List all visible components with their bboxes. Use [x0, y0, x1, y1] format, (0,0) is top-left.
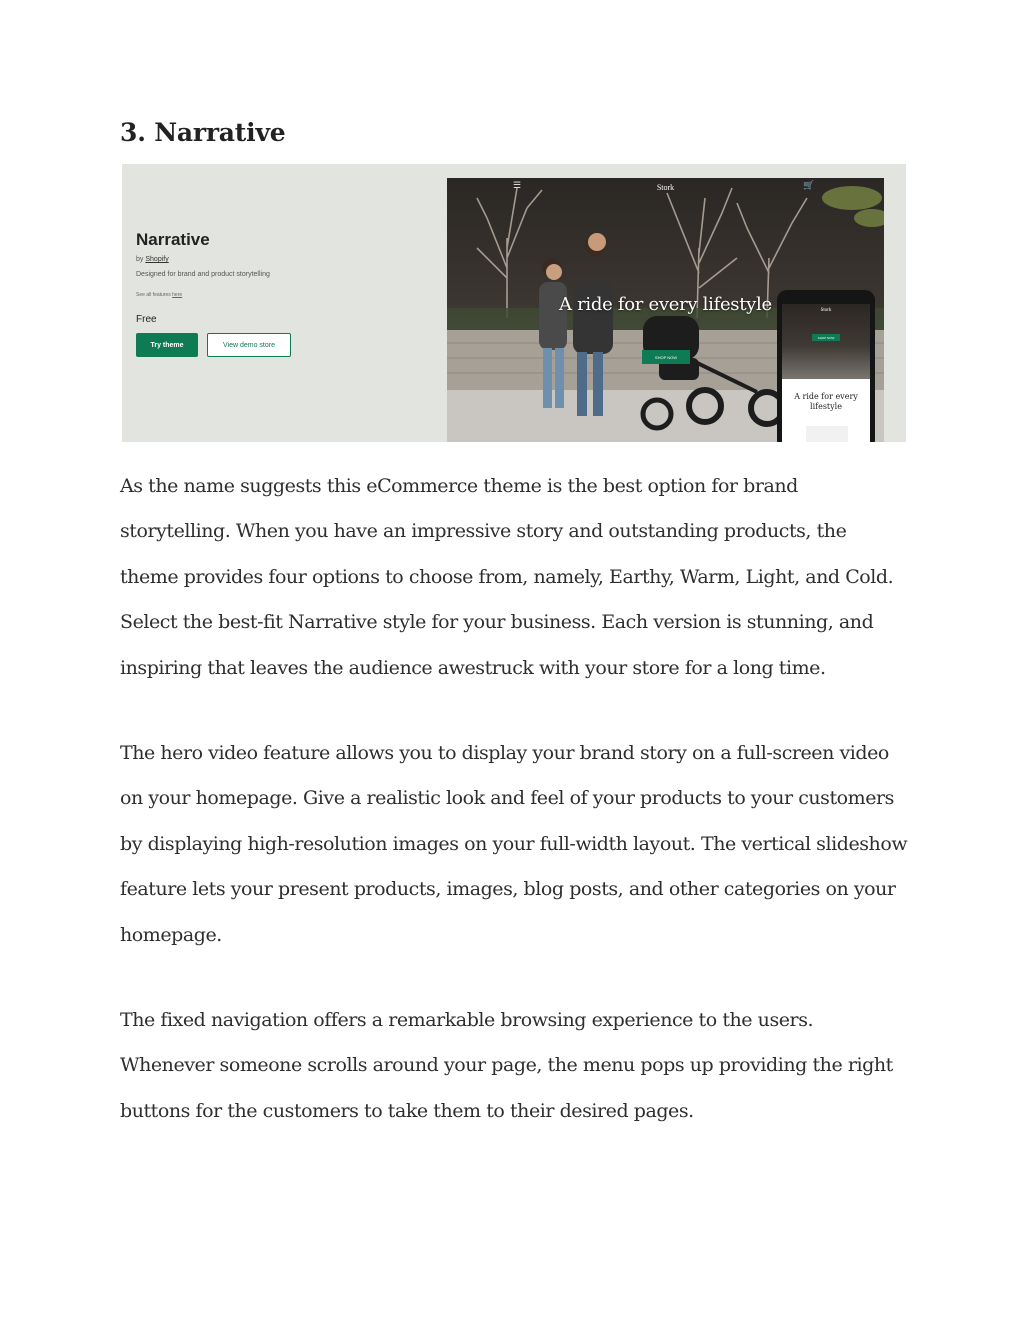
- view-demo-button[interactable]: View demo store: [207, 333, 291, 357]
- theme-preview-image: [122, 164, 906, 442]
- phone-brand: Stork: [820, 308, 832, 313]
- paragraph-2: The hero video feature allows you to display your brand story on a full-screen video on your homepage. Give a realistic look and feel of your products to your customers by displaying high-resolution images on your full-width layout. The vertical slideshow feature lets your present products, images, blog posts, and other categories on your homepage.: [120, 742, 908, 946]
- phone-hero-image: [782, 304, 870, 379]
- hero-brand: Stork: [656, 182, 675, 192]
- hamburger-menu-icon[interactable]: ☰: [513, 181, 522, 191]
- action-buttons: [136, 333, 436, 357]
- phone-shop-now-button[interactable]: SHOP NOW: [812, 334, 840, 341]
- article-body: [120, 464, 910, 1174]
- cart-icon[interactable]: 🛒: [803, 181, 815, 191]
- theme-info-panel: [136, 230, 436, 357]
- hero-headline: A ride for every lifestyle: [559, 294, 772, 315]
- features-prefix: See all features: [136, 292, 171, 298]
- paragraph-1: As the name suggests this eCommerce theme is the best option for brand storytelling. When you have an impressive story and outstanding products, the theme provides four options to choose from, namely, Earthy, Warm, Light, and Cold. Select the best-fit Narrative style for your business. Each version is stunning, and inspiring that leaves the audience awestruck with your store for a long time.: [120, 475, 894, 679]
- phone-product-thumbnail: [806, 426, 848, 442]
- features-link[interactable]: here: [172, 292, 183, 298]
- phone-preview: [777, 290, 875, 442]
- phone-headline: A ride for every lifestyle: [794, 392, 858, 411]
- author-prefix: by: [136, 256, 144, 263]
- section-heading: 3. Narrative: [120, 118, 286, 147]
- author-link[interactable]: Shopify: [145, 256, 169, 263]
- theme-title: Narrative: [136, 230, 210, 249]
- theme-author: [136, 256, 436, 263]
- theme-price: Free: [136, 314, 157, 325]
- paragraph-3: The fixed navigation offers a remarkable browsing experience to the users. Whenever someone scrolls around your page, the menu pops up providing the right buttons for the customers to take them to their desired pages.: [120, 1009, 893, 1122]
- try-theme-button[interactable]: Try theme: [136, 333, 198, 357]
- hero-shop-now-button[interactable]: SHOP NOW: [642, 350, 690, 364]
- features-line: [136, 292, 436, 298]
- theme-description: Designed for brand and product storytelling: [136, 271, 270, 278]
- phone-screen: [782, 304, 870, 442]
